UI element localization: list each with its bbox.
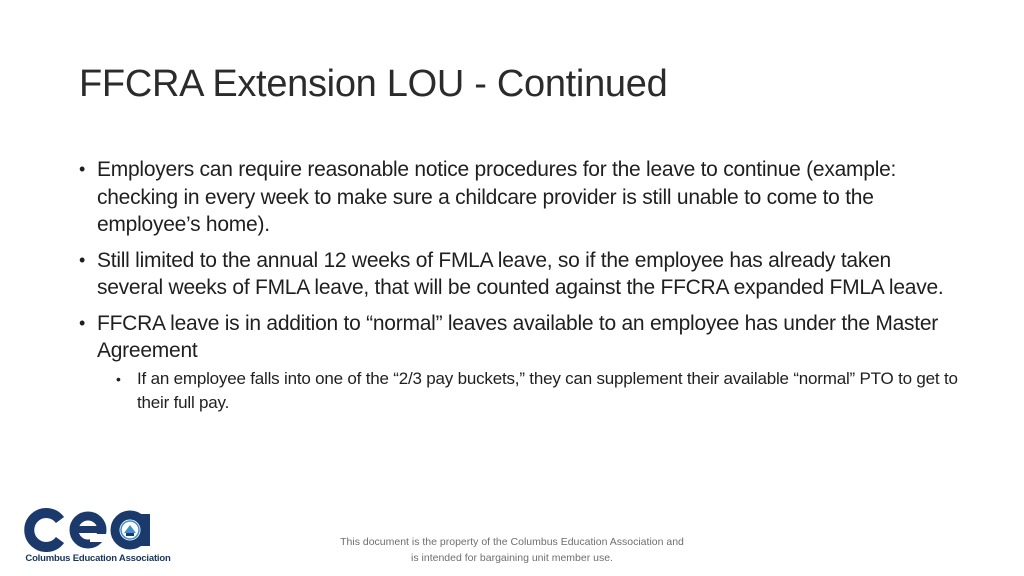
bullet-item bbox=[79, 247, 959, 302]
sub-bullet-marker: • bbox=[116, 370, 121, 387]
slide-title: FFCRA Extension LOU - Continued bbox=[79, 63, 668, 105]
bullet-marker: • bbox=[79, 159, 86, 179]
logo-organization-name: Columbus Education Association bbox=[25, 553, 171, 564]
bullet-text: Still limited to the annual 12 weeks of FMLA leave, so if the employee has already taken several weeks of FMLA leave, that will be counted against the FFCRA expanded FMLA leave. bbox=[97, 248, 944, 299]
sub-bullet-text: If an employee falls into one of the “2/3 pay buckets,” they can supplement their available “normal” PTO to get to their full pay. bbox=[137, 368, 958, 412]
cea-logo-mark-icon bbox=[18, 504, 178, 552]
bullet-item bbox=[79, 310, 959, 365]
sub-bullet-item bbox=[116, 367, 959, 415]
bullet-text: FFCRA leave is in addition to “normal” leaves available to an employee has under the Master Agreement bbox=[97, 311, 939, 362]
footer-disclaimer: This document is the property of the Columbus Education Association and is intended for bargaining unit member use. bbox=[340, 536, 684, 564]
slide-content bbox=[79, 156, 959, 415]
bullet-marker: • bbox=[79, 249, 86, 270]
bullet-text: Employers can require reasonable notice procedures for the leave to continue (example: checking in every week to make sure a childcare provider is still unable to come to the employee’s home). bbox=[97, 158, 897, 236]
bullet-marker: • bbox=[79, 312, 86, 333]
cea-logo bbox=[18, 504, 178, 566]
bullet-item bbox=[79, 156, 959, 239]
